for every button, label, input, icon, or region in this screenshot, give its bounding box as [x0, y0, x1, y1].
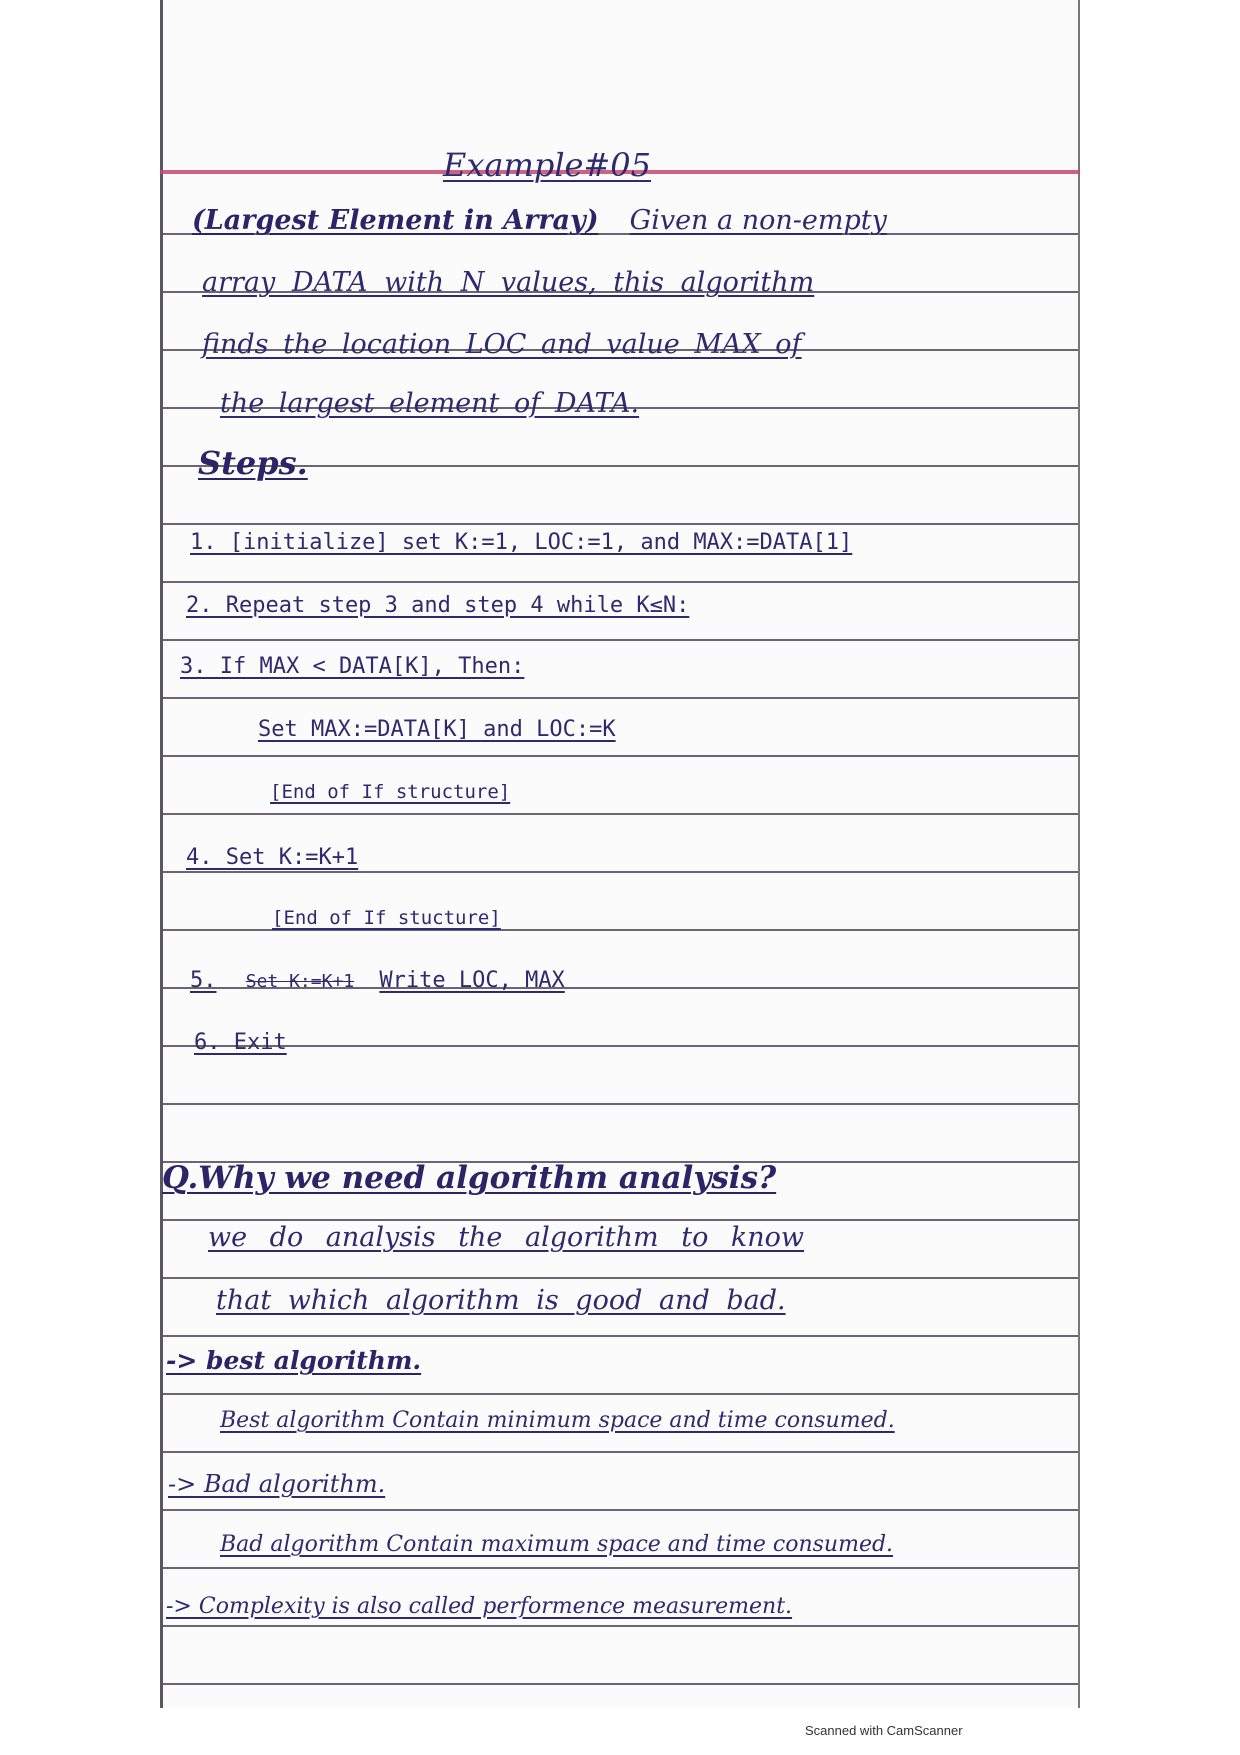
bad-heading: -> Bad algorithm.: [168, 1470, 386, 1498]
intro-line-1-rest: Given a non-empty: [629, 205, 887, 236]
step-2: 2. Repeat step 3 and step 4 while K≤N:: [186, 593, 690, 618]
scanner-watermark: Scanned with CamScanner: [805, 1723, 963, 1738]
step-5-struck-text: Set K:=K+1: [245, 971, 355, 992]
answer-line-1: we do analysis the algorithm to know: [208, 1222, 805, 1253]
step-5-text: Write LOC, MAX: [379, 968, 565, 993]
intro-topic: (Largest Element in Array): [192, 205, 599, 236]
steps-heading: Steps.: [198, 444, 308, 482]
intro-line-4: the largest element of DATA.: [220, 388, 640, 419]
question-heading: Q.Why we need algorithm analysis?: [162, 1160, 777, 1196]
page-title: Example#05: [443, 146, 652, 184]
step-3-end: [End of If structure]: [270, 781, 511, 803]
best-text: Best algorithm Contain minimum space and time consumed.: [220, 1408, 895, 1433]
intro-line-2: array DATA with N values, this algorithm: [202, 267, 815, 298]
complexity-note: -> Complexity is also called performence measurement.: [166, 1594, 793, 1619]
intro-line-3: finds the location LOC and value MAX of: [202, 329, 802, 360]
step-6: 6. Exit: [194, 1030, 287, 1055]
step-3-action: Set MAX:=DATA[K] and LOC:=K: [258, 717, 616, 742]
step-4-end: [End of If stucture]: [272, 907, 501, 929]
step-5-number: 5.: [190, 968, 217, 993]
intro-line-1: [192, 205, 887, 236]
bad-text: Bad algorithm Contain maximum space and time consumed.: [220, 1532, 894, 1557]
step-5: [190, 968, 565, 993]
best-heading: -> best algorithm.: [166, 1346, 422, 1375]
step-1: 1. [initialize] set K:=1, LOC:=1, and MAX:=DATA[1]: [190, 530, 853, 555]
step-3: 3. If MAX < DATA[K], Then:: [180, 654, 525, 679]
step-4: 4. Set K:=K+1: [186, 845, 359, 870]
answer-line-2: that which algorithm is good and bad.: [216, 1285, 786, 1316]
